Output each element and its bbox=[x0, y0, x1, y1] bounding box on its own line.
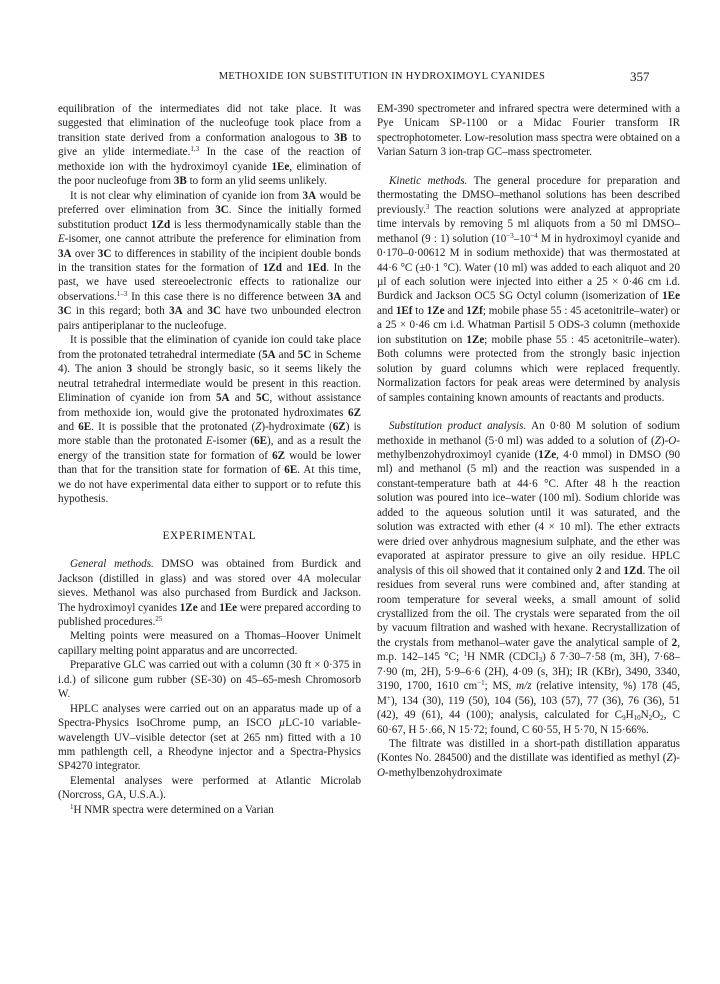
paragraph-general-methods: General methods. DMSO was obtained from Burdick and Jackson (distilled in glass) and was stored over 4A molecular sieves. Methanol was also purchased from Burdick and Jackson. The hydroximoyl cyanides 1Ze and 1Ee were prepared according to published procedures.$^{25}$ bbox=[58, 558, 361, 628]
paragraph-kinetic-methods: Kinetic methods. The general procedure for preparation and thermostating the DMSO–methanol solutions has been described previously.$^3$ The reaction solutions were analyzed at appropriate time intervals by removing 5 ml aliquots from a 50 ml DMSO–methanol (9 : 1) solution ($10^{-3}-10^{-4}$ M in hydroximoyl cyanide and 0·170–0·00612 M in sodium methoxide) that was thermostated at 44·6 °C (±0·1 °C). Water (10 ml) was added to each aliquot and 20 µl of each solution were injected into either a 25 × 0·46 cm i.d. Burdick and Jackson OC5 SG Octyl column (isomerization of 1Ee and 1Ef to 1Ze and 1Zf; mobile phase 55 : 45 acetonitrile–water) or a 25 × 0·46 cm i.d. Whatman Partisil 5 ODS-3 column (methoxide ion substitution on 1Ze; mobile phase 55 : 45 acetonitrile–water). Both columns were protected from the strongly basic injection solution by guard columns which were replaced frequently. Normalization factors for peak areas were determined by analysis of samples containing known amounts of reactants and products. bbox=[377, 174, 680, 404]
paragraph-elimination-preference: It is not clear why elimination of cyanide ion from 3A would be preferred over elimination from 3C. Since the initially formed substitution product 1Zd is less thermodynamically stable than the E-isomer, one cannot attribute the preference for elimination from 3A over 3C to differences in stability of the incipient double bonds in the transition states for the formation of 1Zd and 1Ed. In the past, we have used stereoelectronic effects to rationalize our observations.$^{1-3}$ In this case there is no difference between 3A and 3C in this regard; both 3A and 3C have two unbounded electron pairs antiperiplanar to the nucleofuge. bbox=[58, 189, 361, 332]
paragraph-nmr-spectra: $^1$H NMR spectra were determined on a Varian bbox=[70, 802, 274, 816]
paragraph-spectrometers: EM-390 spectrometer and infrared spectra were determined with a Pye Unicam SP-1100 or a Midac Fourier transform IR spectrophotometer. Low-resolution mass spectra were obtained on a Varian Saturn 3 ion-trap GC–mass spectrometer. bbox=[377, 103, 680, 159]
paragraph-protonated-intermediate: It is possible that the elimination of cyanide ion could take place from the protonated tetrahedral intermediate (5A and 5C in Scheme 4). The anion 3 should be strongly basic, so it seems likely the neutral tetrahedral intermediate would be present in this reaction. Elimination of cyanide ion from 5A and 5C, without assistance from methoxide ion, would give the protonated hydroximates 6Z and 6E. It is possible that the protonated (Z)-hydroximate (6Z) is more stable than the protonated E-isomer (6E), and as a result the energy of the transition state for formation of 6Z would be lower than that for the transition state for formation of 6E. At this time, we do not have experimental data either to support or to refute this hypothesis. bbox=[58, 334, 361, 506]
paragraph-ylide-mechanism: equilibration of the intermediates did not take place. It was suggested that elimination of the nucleofuge took place from a transition state derived from a conformation analogous to 3B to give an ylide intermediate.$^{1,3}$ In the case of the reaction of methoxide ion with the hydroximoyl cyanide 1Ee, elimination of the poor nucleofuge from 3B to form an ylid seems unlikely. bbox=[58, 103, 362, 188]
paragraph-substitution-product-analysis: Substitution product analysis. An 0·80 M solution of sodium methoxide in methanol (5·0 ml) was added to a solution of (Z)-O-methylbenzohydroximoyl cyanide (1Ze, 4·0 mmol) in DMSO (90 ml) and methanol (5 ml) and the reaction was suspended in a constant-temperature bath at 44·6 °C. After 48 h the reaction solution was poured into ice–water (100 ml). Sodium chloride was added to the aqueous solution until it was saturated, and the solution was extracted with ether (4 × 10 ml). The ether extracts were dried over anhydrous magnesium sulphate, and the ether was evaporated at aspirator pressure to give an oily residue. HPLC analysis of this oil showed that it contained only 2 and 1Zd. The oil residues from several runs were combined and, after standing at room temperature for several weeks, a small amount of solid crystallized from the oil. The crystals were separated from the oil by vacuum filtration and washed with hexane. Recrystallization of the crystals from methanol–water gave the analytical sample of 2, m.p. 142–145 °C; $^1$H NMR (CDCl$_3$) δ 7·30–7·58 (m, 3H), 7·68–7·90 (m, 2H), 5·9–6·6 (2H), 4·09 (s, 3H); IR (KBr), 3490, 3340, 3190, 1700, 1610 $cm^{-1}$; MS, m/z (relative intensity, %) 178 (45, M+), 134 (30), 119 (50), 104 (56), 103 (57), 77 (36), 76 (36), 51 (42), 49 (61), 44 (100); analysis, calculated for $C_9H_{10}N_2O_2$, C 60·67, H 5·.66, N 15·72; found, C 60·55, H 5·70, N 15·66%. bbox=[377, 420, 681, 736]
paragraph-melting-points: Melting points were measured on a Thomas–Hoover Unimelt capillary melting point apparatus and are uncorrected. bbox=[58, 630, 361, 657]
page-number: 357 bbox=[630, 69, 650, 84]
right-column bbox=[377, 102, 680, 780]
running-head: METHOXIDE ION SUBSTITUTION IN HYDROXIMOYL CYANIDES bbox=[218, 71, 546, 82]
paragraph-hplc-apparatus: HPLC analyses were carried out on an apparatus made up of a Spectra-Physics IsoChrome pump, an ISCO µLC-10 variable-wavelength UV–visible detector (set at 265 nm) fitted with a 10 mm pathlength cell, a Rheodyne injector and a Spectra-Physics SP4270 integrator. bbox=[58, 702, 361, 773]
paragraph-preparative-glc: Preparative GLC was carried out with a column (30 ft × 0·375 in i.d.) of silicone gum rubber (SE-30) on 45–65-mesh Chromosorb W. bbox=[58, 659, 361, 701]
paragraph-elemental-analyses: Elemental analyses were performed at Atlantic Microlab (Norcross, GA, U.S.A.). bbox=[58, 774, 361, 802]
paragraph-filtrate-distillation: The filtrate was distilled in a short-path distillation apparatus (Kontes No. 284500) and the distillate was identified as methyl (Z)-O-methylbenzohydroximate bbox=[377, 738, 680, 779]
section-heading-experimental: EXPERIMENTAL bbox=[162, 529, 257, 542]
left-column bbox=[58, 102, 361, 817]
